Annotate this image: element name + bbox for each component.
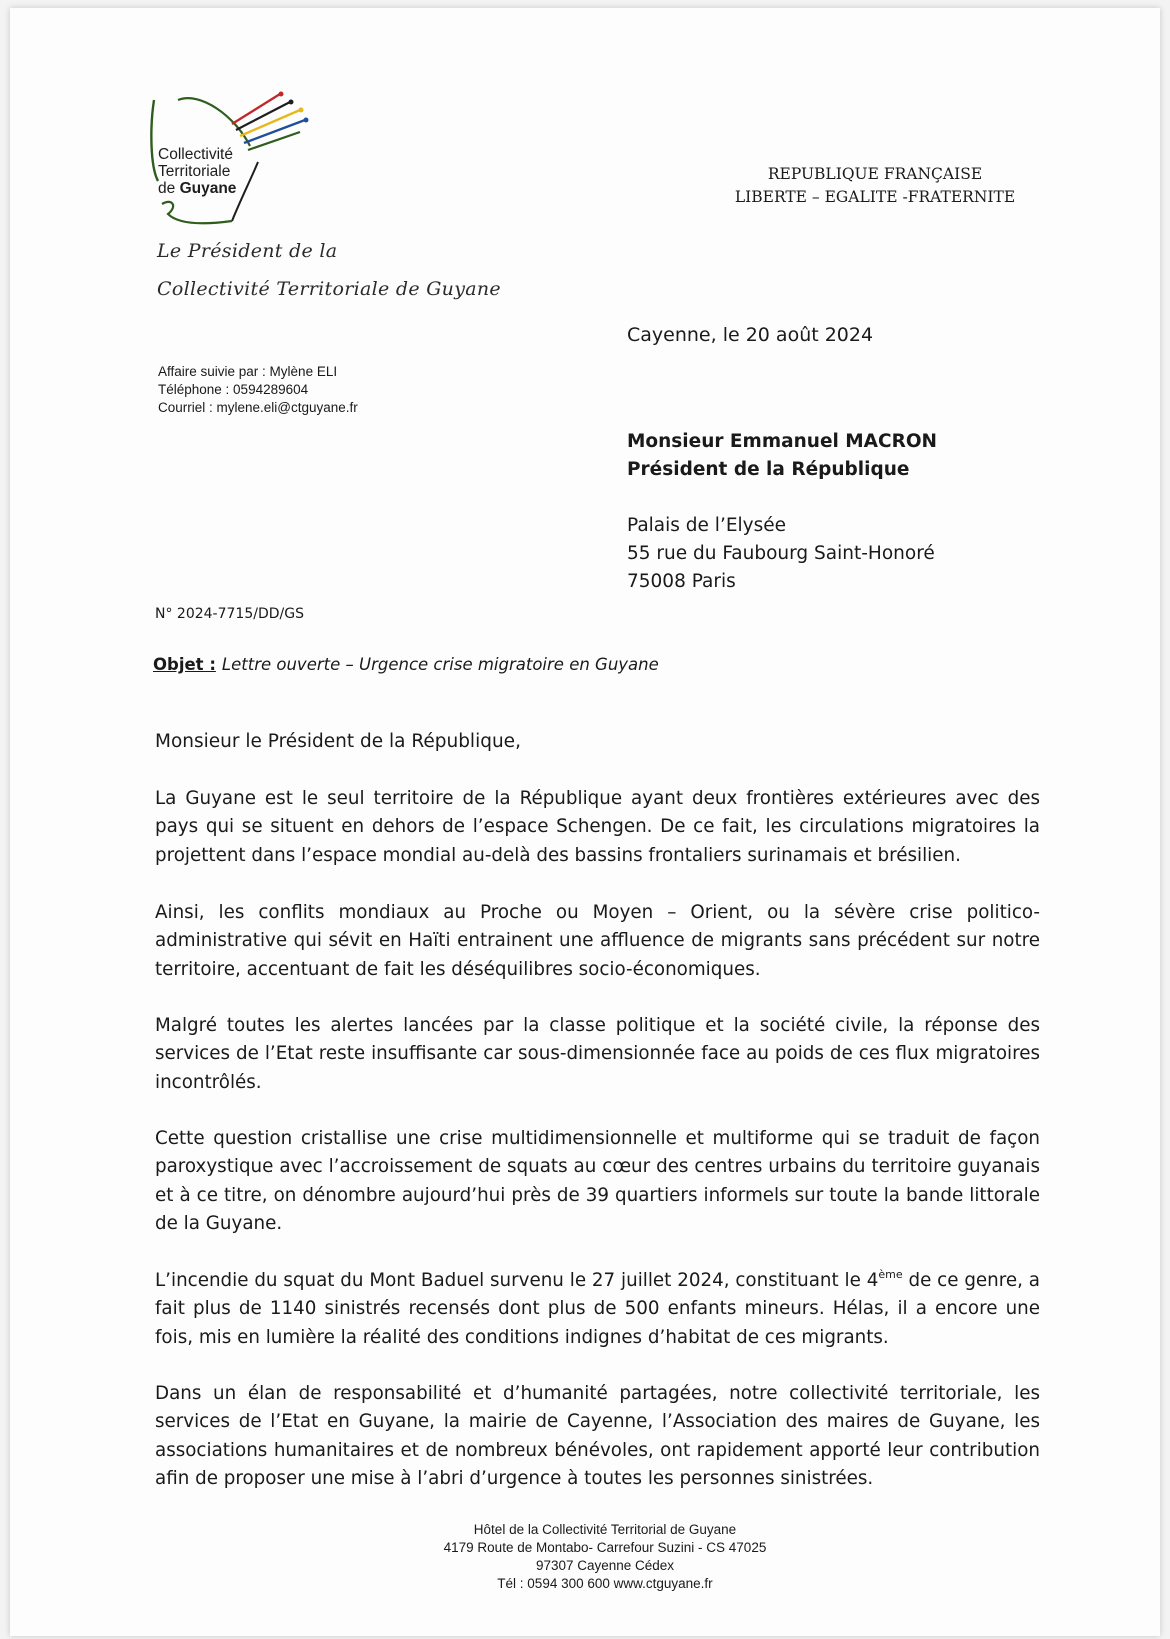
paragraph-3: Malgré toutes les alertes lancées par la classe politique et la société civile, la réponse des services de l’Etat reste insuffisante car sous-dimensionnée face au poids de ces flux migratoires incontrôlés. — [155, 1015, 1040, 1093]
paragraph-2: Ainsi, les conflits mondiaux au Proche ou Moyen – Orient, ou la sévère crise politico-administrative qui sévit en Haïti entrainent une affluence de migrants sans précédent sur notre territoire, accentuant de fait les déséquilibres socio-économiques. — [155, 902, 1040, 980]
republic-motto: LIBERTE – EGALITE -FRATERNITE — [734, 188, 1016, 206]
reference-number: N° 2024-7715/DD/GS — [155, 606, 304, 622]
recipient-block — [627, 428, 937, 484]
subject-label: Objet : — [153, 655, 216, 674]
letter-page — [10, 8, 1160, 1636]
logo-line-3 — [158, 180, 236, 197]
republic-name: REPUBLIQUE FRANÇAISE — [767, 165, 983, 183]
footer-line-1: Hôtel de la Collectivité Territorial de Guyane — [473, 1522, 737, 1537]
paragraph-6: Dans un élan de responsabilité et d’humanité partagées, notre collectivité territoriale, les services de l’Etat en Guyane, la mairie de Cayenne, l’Association des maires de Guyane, les associations humanitaires et de nombreux bénévoles, ont rapidement apporté leur contribution afin de proposer une mise à l’abri d’urgence à toutes les personnes sinistrées. — [155, 1383, 1040, 1489]
ctg-logo — [140, 86, 340, 246]
paragraph-5-superscript: ème — [878, 1268, 903, 1281]
paragraph-4-text: Cette question cristallise une crise multidimensionnelle et multiforme qui se traduit de façon paroxystique avec l’accroissement de squats au cœur des centres urbains du territoire guyanais et à ce titre, on dénombre aujourd’hui près de 39 quartiers informels sur toute la bande littorale de la Guyane. — [155, 1128, 1040, 1234]
recipient-name: Monsieur Emmanuel MACRON — [627, 431, 938, 452]
address-line-3: 75008 Paris — [627, 571, 736, 592]
recipient-address — [627, 512, 935, 596]
paragraph-4 — [155, 1125, 1040, 1238]
footer-line-2: 4179 Route de Montabo- Carrefour Suzini - CS 47025 — [443, 1540, 767, 1555]
logo-line-1: Collectivité — [158, 146, 233, 163]
address-line-1: Palais de l’Elysée — [627, 515, 787, 536]
president-title-line-2: Collectivité Territoriale de Guyane — [157, 278, 501, 300]
logo-line-3-prefix: de — [158, 180, 180, 197]
paragraph-5-part-1: L’incendie du squat du Mont Baduel survenu le 27 juillet 2024, constituant le 4 — [155, 1270, 879, 1291]
president-title-line-1: Le Président de la — [157, 240, 338, 262]
address-line-2: 55 rue du Faubourg Saint-Honoré — [627, 543, 935, 564]
paragraph-5 — [155, 1267, 1040, 1352]
logo-line-2: Territoriale — [158, 163, 231, 180]
logo-line-3-bold: Guyane — [179, 180, 237, 197]
contact-phone: Téléphone : 0594289604 — [158, 382, 309, 397]
paragraph-5-part-2: de ce genre, a fait plus de 1140 sinistrés recensés dont plus de 500 enfants mineurs. Hélas, il a encore une fois, mis en lumière la réalité des conditions indignes d’habitat de ces migrants. — [155, 1270, 1040, 1348]
subject-line — [153, 655, 659, 674]
contact-block — [158, 363, 358, 417]
republic-header — [715, 163, 1035, 209]
paragraph-1: La Guyane est le seul territoire de la République ayant deux frontières extérieures avec des pays qui se situent en dehors de l’espace Schengen. De ce fait, les circulations migratoires la projettent dans l’espace mondial au-delà des bassins frontaliers surinamais et brésilien. — [155, 788, 1040, 866]
salutation: Monsieur le Président de la République, — [155, 731, 521, 752]
footer-line-4: Tél : 0594 300 600 www.ctguyane.fr — [497, 1576, 713, 1591]
contact-person: Affaire suivie par : Mylène ELI — [158, 364, 338, 379]
contact-email: Courriel : mylene.eli@ctguyane.fr — [158, 400, 358, 415]
footer-line-3: 97307 Cayenne Cédex — [535, 1558, 675, 1573]
recipient-title: Président de la République — [627, 459, 910, 480]
subject-text: Lettre ouverte – Urgence crise migratoire en Guyane — [221, 655, 659, 674]
logo-text — [158, 146, 236, 197]
letter-footer — [340, 1521, 870, 1593]
letter-date: Cayenne, le 20 août 2024 — [627, 324, 874, 346]
